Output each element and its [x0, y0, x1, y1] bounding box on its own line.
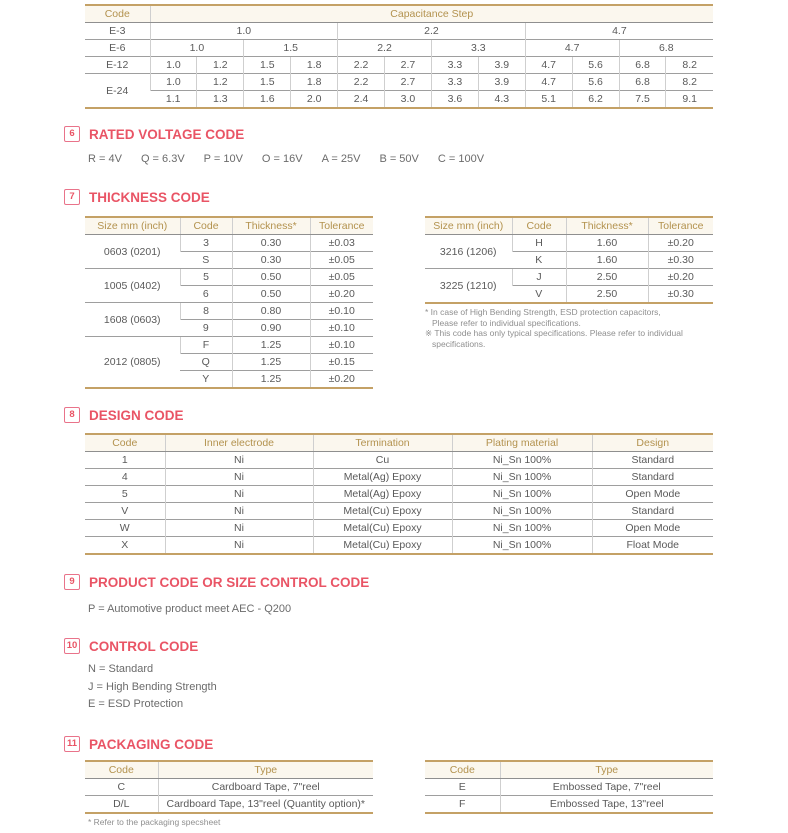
cell: 0.30 [232, 235, 310, 252]
cell: Standard [592, 469, 713, 486]
row-label: E-24 [85, 74, 150, 109]
section-number-badge: 7 [64, 189, 80, 205]
cell: 4.3 [478, 91, 525, 109]
note-line: Please refer to individual specifications. [432, 317, 581, 328]
size-label: 3216 (1206) [439, 245, 497, 258]
cell: 1.6 [244, 91, 291, 109]
header-cell: Tolerance [310, 217, 373, 235]
header-cell: Tolerance [648, 217, 713, 235]
table-row [425, 779, 713, 796]
section-heading-control-code [64, 638, 198, 654]
header-cell: Code [180, 217, 232, 235]
header-cell: Inner electrode [165, 434, 313, 452]
voltage-code-item: C = 100V [437, 153, 485, 165]
cell: 1.2 [197, 57, 244, 74]
cell: X [85, 537, 165, 555]
section-number-badge: 10 [64, 638, 80, 654]
cell: 1.3 [197, 91, 244, 109]
cell: 4.7 [525, 40, 619, 57]
packaging-table-left [85, 760, 373, 814]
header-cell: Code [512, 217, 566, 235]
section-title: PACKAGING CODE [89, 736, 214, 752]
note-line: ※ This code has only typical specifications. Please refer to individual [425, 328, 683, 338]
row-label: E-6 [85, 40, 150, 57]
cell: 5 [85, 486, 165, 503]
cell: Metal(Ag) Epoxy [313, 469, 452, 486]
cell: 5 [180, 269, 232, 286]
cell: Cardboard Tape, 13"reel (Quantity option)* [158, 796, 373, 814]
section-heading-product-code [64, 574, 369, 590]
cell: Ni [165, 452, 313, 469]
cell: ±0.20 [648, 269, 713, 286]
header-cell: Design [592, 434, 713, 452]
control-code-item: E = ESD Protection [88, 698, 184, 710]
cell: Ni_Sn 100% [452, 503, 592, 520]
header-cell: Thickness* [566, 217, 648, 235]
cell: 1.5 [244, 40, 338, 57]
header-cell: Type [158, 761, 373, 779]
cell: 0.30 [232, 252, 310, 269]
table-row [425, 235, 713, 252]
size-label: 0603 (0201) [103, 245, 161, 258]
cell: V [85, 503, 165, 520]
cell: J [512, 269, 566, 286]
cell: 9 [180, 320, 232, 337]
size-label: 2012 (0805) [85, 337, 180, 389]
section-heading-thickness [64, 189, 210, 205]
table-header-row [85, 761, 373, 779]
cell: Open Mode [592, 486, 713, 503]
capacitance-step-table [85, 4, 713, 109]
thickness-table-right [425, 216, 713, 304]
cell: Cu [313, 452, 452, 469]
table-row [85, 469, 713, 486]
cell: 2.2 [338, 23, 526, 40]
cell: Ni [165, 469, 313, 486]
table-header-row [85, 434, 713, 452]
cell: Embossed Tape, 7"reel [500, 779, 713, 796]
note-line: * In case of High Bending Strength, ESD protection capacitors, [425, 307, 661, 317]
cell: ±0.30 [648, 286, 713, 304]
cell: ±0.15 [310, 354, 373, 371]
table-row [85, 796, 373, 814]
control-code-item: N = Standard [88, 663, 154, 675]
packaging-footnote: * Refer to the packaging specsheet [88, 817, 221, 827]
cell: 1.8 [291, 57, 338, 74]
cell: 1.0 [150, 74, 197, 91]
table-row [85, 303, 373, 320]
cell: 2.50 [566, 286, 648, 304]
size-label: 3225 (1210) [425, 269, 512, 304]
cell: Ni_Sn 100% [452, 452, 592, 469]
voltage-code-item: Q = 6.3V [140, 153, 185, 165]
table-row [425, 269, 713, 286]
cell: 6.8 [619, 40, 713, 57]
cell: Ni_Sn 100% [452, 486, 592, 503]
cell: 1.0 [150, 57, 197, 74]
header-cell: Code [85, 761, 158, 779]
cell: 1.25 [232, 371, 310, 389]
table-row [85, 269, 373, 286]
voltage-code-item: O = 16V [261, 153, 303, 165]
table-header-row [425, 217, 713, 235]
cell: 1.0 [150, 23, 338, 40]
cell: ±0.05 [310, 252, 373, 269]
size-label: 1005 (0402) [85, 269, 180, 303]
cell: 3.3 [431, 57, 478, 74]
table-row [425, 796, 713, 814]
cell: 6.2 [572, 91, 619, 109]
cell: Float Mode [592, 537, 713, 555]
cell: ±0.10 [310, 337, 373, 354]
cell: 1.5 [244, 74, 291, 91]
cell: Open Mode [592, 520, 713, 537]
cell: 8.2 [666, 74, 713, 91]
cell: Metal(Cu) Epoxy [313, 537, 452, 555]
cell: Standard [592, 452, 713, 469]
note-line: specifications. [432, 338, 486, 349]
table-row [85, 486, 713, 503]
section-title: CONTROL CODE [89, 638, 199, 654]
cell: F [180, 337, 232, 354]
cell: 6 [180, 286, 232, 303]
section-title: THICKNESS CODE [89, 189, 210, 205]
section-heading-packaging [64, 736, 213, 752]
table-row [85, 91, 713, 109]
cell: 6.8 [619, 74, 666, 91]
cell: 1.1 [150, 91, 197, 109]
cell: H [512, 235, 566, 252]
cell: 2.2 [338, 74, 385, 91]
cell: 2.2 [338, 57, 385, 74]
cell: 0.50 [232, 286, 310, 303]
cell: 3.9 [478, 74, 525, 91]
cell: 1.60 [566, 252, 648, 269]
cell: 2.4 [338, 91, 385, 109]
table-header-row [85, 5, 713, 23]
cell: Embossed Tape, 13"reel [500, 796, 713, 814]
cell: 7.5 [619, 91, 666, 109]
cell: Ni [165, 537, 313, 555]
table-row [85, 337, 373, 354]
cell: 2.7 [385, 57, 432, 74]
header-cell: Type [500, 761, 713, 779]
cell: Y [180, 371, 232, 389]
header-cell: Thickness* [232, 217, 310, 235]
cell: ±0.30 [648, 252, 713, 269]
table-row [85, 520, 713, 537]
cell: 0.90 [232, 320, 310, 337]
cell: 5.6 [572, 74, 619, 91]
cell: 3.3 [431, 74, 478, 91]
cell: 1.2 [197, 74, 244, 91]
cell: Standard [592, 503, 713, 520]
cell: 4.7 [525, 57, 572, 74]
voltage-code-item: B = 50V [379, 153, 419, 165]
table-row [85, 57, 713, 74]
table-header-row [85, 217, 373, 235]
header-cell: Code [85, 5, 150, 23]
section-title: PRODUCT CODE OR SIZE CONTROL CODE [89, 574, 370, 590]
cell: V [512, 286, 566, 304]
table-row [85, 779, 373, 796]
cell: K [512, 252, 566, 269]
thickness-table-left [85, 216, 373, 389]
section-title: RATED VOLTAGE CODE [89, 126, 245, 142]
cell: Ni_Sn 100% [452, 520, 592, 537]
cell: 3 [180, 235, 232, 252]
cell: 1.60 [566, 235, 648, 252]
cell: 2.2 [338, 40, 432, 57]
cell: Ni [165, 520, 313, 537]
cell: Ni [165, 486, 313, 503]
cell: ±0.05 [310, 269, 373, 286]
cell: 0.50 [232, 269, 310, 286]
control-code-item: J = High Bending Strength [88, 680, 217, 693]
cell: 0.80 [232, 303, 310, 320]
cell: 1.8 [291, 74, 338, 91]
section-number-badge: 8 [64, 407, 80, 423]
row-label: E-12 [85, 57, 150, 74]
cell: 2.0 [291, 91, 338, 109]
cell: 1.25 [232, 354, 310, 371]
cell: ±0.20 [648, 235, 713, 252]
cell: ±0.20 [310, 371, 373, 389]
cell: Ni [165, 503, 313, 520]
row-label: E-3 [109, 25, 126, 37]
header-cell: Code [85, 434, 165, 452]
voltage-code-item: A = 25V [321, 153, 361, 165]
control-code-list [88, 661, 217, 714]
product-code-text: P = Automotive product meet AEC - Q200 [88, 603, 292, 615]
cell: ±0.10 [310, 320, 373, 337]
section-number-badge: 11 [64, 736, 80, 752]
cell: 5.6 [572, 57, 619, 74]
cell: E [458, 781, 466, 793]
cell: Metal(Ag) Epoxy [313, 486, 452, 503]
section-number-badge: 9 [64, 574, 80, 590]
header-cell: Termination [313, 434, 452, 452]
cell: F [425, 796, 500, 814]
cell: Metal(Cu) Epoxy [313, 520, 452, 537]
design-code-table [85, 433, 713, 555]
cell: Ni_Sn 100% [452, 537, 592, 555]
cell: 5.1 [525, 91, 572, 109]
header-cell: Size mm (inch) [425, 217, 512, 235]
packaging-table-right [425, 760, 713, 814]
cell: 2.7 [385, 74, 432, 91]
cell: 9.1 [666, 91, 713, 109]
cell: 8.2 [666, 57, 713, 74]
header-cell: Size mm (inch) [85, 217, 180, 235]
table-row [85, 235, 373, 252]
table-header-row [425, 761, 713, 779]
cell: 8 [180, 303, 232, 320]
cell: 1.0 [150, 40, 244, 57]
cell: C [117, 781, 126, 793]
cell: 3.0 [385, 91, 432, 109]
thickness-notes [425, 307, 725, 349]
cell: S [180, 252, 232, 269]
table-row [85, 452, 713, 469]
cell: ±0.03 [310, 235, 373, 252]
table-row [85, 40, 713, 57]
section-heading-design [64, 407, 184, 423]
voltage-code-item: R = 4V [88, 153, 122, 165]
cell: W [85, 520, 165, 537]
header-cell: Capacitance Step [150, 5, 713, 23]
cell: ±0.10 [310, 303, 373, 320]
section-heading-rated-voltage [64, 126, 244, 142]
cell: 4 [85, 469, 165, 486]
cell: ±0.20 [310, 286, 373, 303]
cell: 1 [121, 454, 128, 466]
cell: 1.5 [244, 57, 291, 74]
cell: 3.6 [431, 91, 478, 109]
section-title: DESIGN CODE [89, 407, 184, 423]
header-cell: Plating material [452, 434, 592, 452]
cell: Ni_Sn 100% [452, 469, 592, 486]
cell: 3.3 [431, 40, 525, 57]
voltage-code-list [88, 153, 484, 165]
cell: Cardboard Tape, 7"reel [158, 779, 373, 796]
cell: 4.7 [525, 74, 572, 91]
cell: 2.50 [566, 269, 648, 286]
cell: 1.25 [232, 337, 310, 354]
section-number-badge: 6 [64, 126, 80, 142]
table-row [85, 23, 713, 40]
cell: Metal(Cu) Epoxy [313, 503, 452, 520]
header-cell: Code [425, 761, 500, 779]
cell: 6.8 [619, 57, 666, 74]
cell: 4.7 [525, 23, 713, 40]
size-label: 1608 (0603) [85, 303, 180, 337]
table-row [85, 74, 713, 91]
table-row [85, 537, 713, 555]
cell: D/L [85, 796, 158, 814]
table-row [85, 503, 713, 520]
cell: 3.9 [478, 57, 525, 74]
voltage-code-item: P = 10V [203, 153, 243, 165]
cell: Q [180, 354, 232, 371]
